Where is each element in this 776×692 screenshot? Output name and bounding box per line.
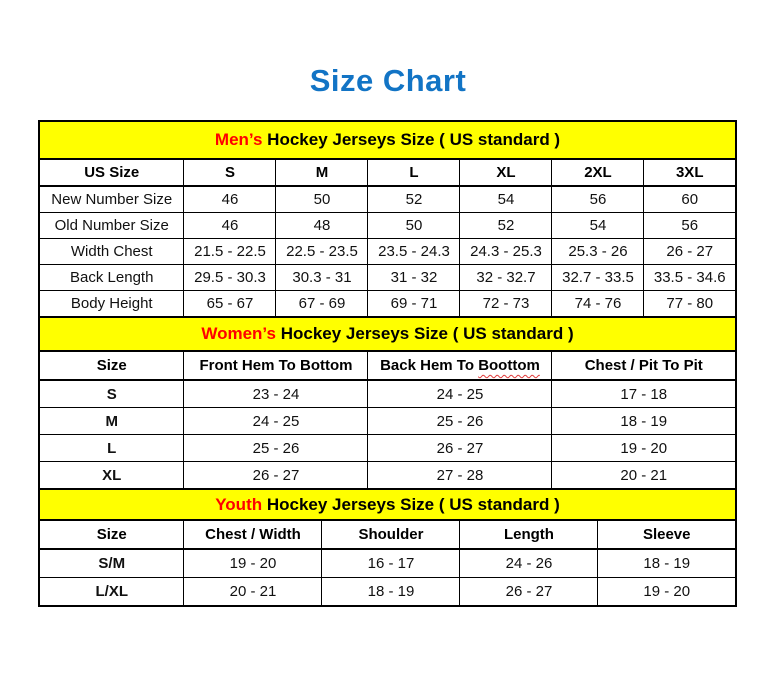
table-row: [39, 462, 736, 490]
size-value: 32.7 - 33.5: [552, 265, 644, 291]
youth-section-band: [39, 489, 736, 520]
size-value: 32 - 32.7: [460, 265, 552, 291]
size-value: 22.5 - 23.5: [276, 239, 368, 265]
table-row: [39, 408, 736, 435]
table-row: [39, 291, 736, 318]
table-row: [39, 213, 736, 239]
column-header: L: [368, 159, 460, 186]
size-value: 52: [368, 186, 460, 213]
column-header: 3XL: [644, 159, 736, 186]
size-value: 20 - 21: [184, 578, 322, 607]
row-label: L/XL: [39, 578, 184, 607]
size-value: 46: [184, 213, 276, 239]
womens-section-band: [39, 317, 736, 351]
size-value: 56: [644, 213, 736, 239]
size-value: 24.3 - 25.3: [460, 239, 552, 265]
section-title-highlight: Youth: [215, 494, 263, 514]
size-value: 54: [460, 186, 552, 213]
row-label: S/M: [39, 549, 184, 578]
mens-section-title: Men’s Hockey Jerseys Size ( US standard ): [39, 121, 736, 159]
size-value: 69 - 71: [368, 291, 460, 318]
youth-size-table: [38, 488, 737, 607]
size-value: 26 - 27: [644, 239, 736, 265]
mens-section-band: [39, 121, 736, 159]
row-label: M: [39, 408, 184, 435]
size-value: 60: [644, 186, 736, 213]
size-value: 46: [184, 186, 276, 213]
size-value: 48: [276, 213, 368, 239]
size-value: 27 - 28: [368, 462, 552, 490]
size-value: 19 - 20: [184, 549, 322, 578]
column-header: 2XL: [552, 159, 644, 186]
size-value: 17 - 18: [552, 380, 736, 408]
row-label: L: [39, 435, 184, 462]
size-chart: [38, 120, 737, 607]
youth-header-row: [39, 520, 736, 549]
size-value: 25 - 26: [368, 408, 552, 435]
table-row: [39, 239, 736, 265]
size-value: 56: [552, 186, 644, 213]
size-value: 25 - 26: [184, 435, 368, 462]
row-label: S: [39, 380, 184, 408]
column-header: Length: [460, 520, 598, 549]
row-label: Back Length: [39, 265, 184, 291]
size-value: 67 - 69: [276, 291, 368, 318]
table-row: [39, 549, 736, 578]
size-value: 18 - 19: [598, 549, 736, 578]
size-value: 65 - 67: [184, 291, 276, 318]
column-header: Front Hem To Bottom: [184, 351, 368, 380]
column-header: Size: [39, 351, 184, 380]
column-header: Sleeve: [598, 520, 736, 549]
youth-section-title: Youth Hockey Jerseys Size ( US standard ): [39, 489, 736, 520]
column-header: Chest / Pit To Pit: [552, 351, 736, 380]
size-value: 33.5 - 34.6: [644, 265, 736, 291]
size-value: 20 - 21: [552, 462, 736, 490]
size-value: 18 - 19: [552, 408, 736, 435]
size-value: 23.5 - 24.3: [368, 239, 460, 265]
size-value: 16 - 17: [322, 549, 460, 578]
column-header: Back Hem To Boottom: [368, 351, 552, 380]
size-value: 31 - 32: [368, 265, 460, 291]
size-value: 18 - 19: [322, 578, 460, 607]
column-header: Chest / Width: [184, 520, 322, 549]
table-row: [39, 265, 736, 291]
size-value: 29.5 - 30.3: [184, 265, 276, 291]
size-value: 26 - 27: [184, 462, 368, 490]
size-value: 74 - 76: [552, 291, 644, 318]
size-value: 26 - 27: [460, 578, 598, 607]
size-value: 24 - 25: [368, 380, 552, 408]
column-header: Shoulder: [322, 520, 460, 549]
size-value: 50: [276, 186, 368, 213]
mens-size-table: [38, 120, 737, 318]
size-value: 19 - 20: [598, 578, 736, 607]
table-row: [39, 578, 736, 607]
size-value: 24 - 26: [460, 549, 598, 578]
size-value: 30.3 - 31: [276, 265, 368, 291]
table-row: [39, 186, 736, 213]
column-header: S: [184, 159, 276, 186]
row-label: XL: [39, 462, 184, 490]
page-title: Size Chart: [309, 63, 467, 98]
column-header: US Size: [39, 159, 184, 186]
section-title-highlight: Men’s: [214, 130, 263, 149]
size-value: 54: [552, 213, 644, 239]
row-label: Width Chest: [39, 239, 184, 265]
column-header: M: [276, 159, 368, 186]
row-label: Old Number Size: [39, 213, 184, 239]
misspelled-word: Boottom: [478, 357, 540, 374]
section-title-highlight: Women’s: [201, 324, 276, 343]
size-value: 23 - 24: [184, 380, 368, 408]
column-header: Size: [39, 520, 184, 549]
table-row: [39, 380, 736, 408]
size-value: 24 - 25: [184, 408, 368, 435]
size-value: 25.3 - 26: [552, 239, 644, 265]
size-value: 50: [368, 213, 460, 239]
size-value: 19 - 20: [552, 435, 736, 462]
size-value: 26 - 27: [368, 435, 552, 462]
mens-header-row: [39, 159, 736, 186]
row-label: New Number Size: [39, 186, 184, 213]
row-label: Body Height: [39, 291, 184, 318]
womens-section-title: Women’s Hockey Jerseys Size ( US standard ): [39, 317, 736, 351]
womens-size-table: [38, 316, 737, 490]
size-value: 52: [460, 213, 552, 239]
womens-header-row: [39, 351, 736, 380]
size-value: 72 - 73: [460, 291, 552, 318]
size-value: 21.5 - 22.5: [184, 239, 276, 265]
column-header: XL: [460, 159, 552, 186]
table-row: [39, 435, 736, 462]
size-value: 77 - 80: [644, 291, 736, 318]
